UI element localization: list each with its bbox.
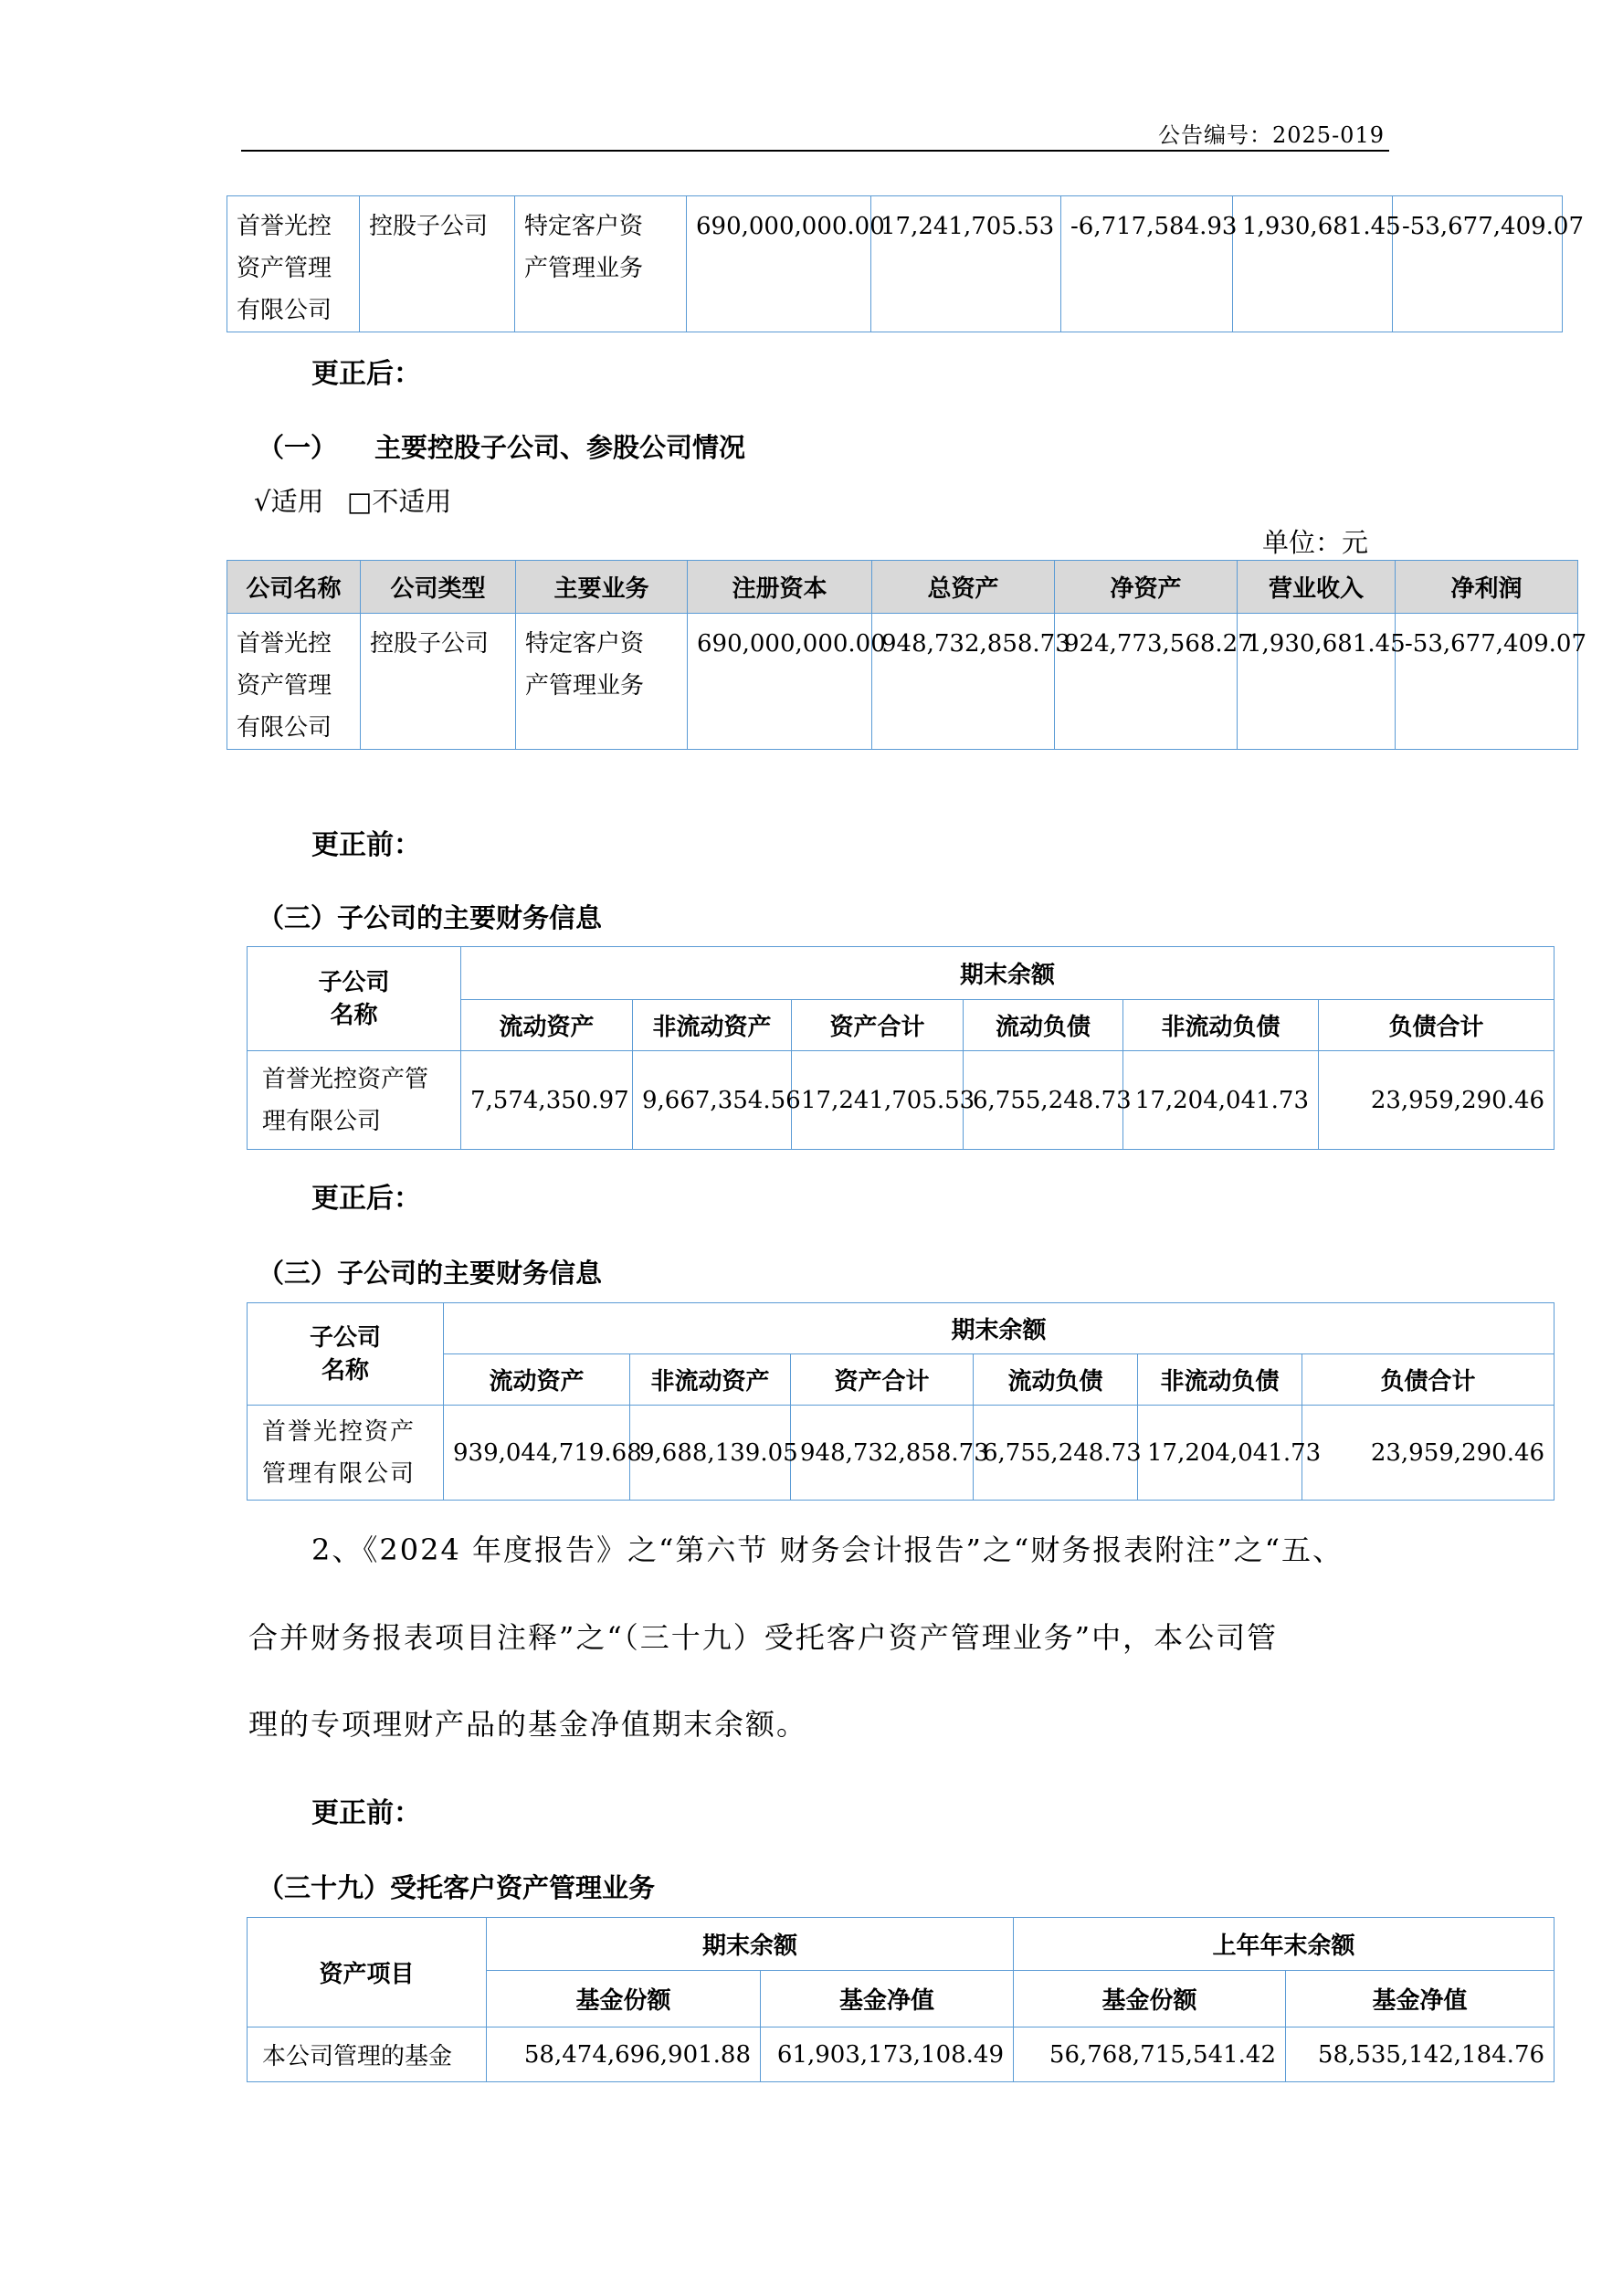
table-header-row (248, 1354, 1554, 1406)
column-header: 资产合计 (791, 1354, 974, 1406)
net-assets-cell: 924,773,568.27 (1055, 614, 1238, 750)
column-header: 公司类型 (361, 561, 516, 614)
table-row (248, 2027, 1554, 2082)
table-row (248, 1051, 1554, 1150)
value-cell: 939,044,719.68 (444, 1406, 630, 1501)
value-cell: 23,959,290.46 (1302, 1406, 1554, 1501)
subsidiary-name-cell: 首誉光控资产管 理有限公司 (248, 1051, 461, 1150)
column-header: 基金净值 (1286, 1971, 1554, 2027)
value-cell: 56,768,715,541.42 (1014, 2027, 1286, 2082)
column-header: 非流动负债 (1138, 1354, 1302, 1406)
value-cell: 58,474,696,901.88 (487, 2027, 761, 2082)
column-header: 流动资产 (461, 1000, 633, 1051)
subsidiary-table-before (227, 195, 1584, 332)
column-header: 负债合计 (1319, 1000, 1554, 1051)
paragraph-line: 理的专项理财产品的基金净值期末余额。 (248, 1707, 808, 1742)
after-label-1: 更正后： (311, 358, 421, 390)
subsidiary-financials-after (247, 1302, 1554, 1501)
table-header-row (248, 1303, 1554, 1354)
paragraph-line: 合并财务报表项目注释”之“（三十九）受托客户资产管理业务”中，本公司管 (248, 1620, 1279, 1655)
value-cell: 17,204,041.73 (1123, 1051, 1319, 1150)
subsidiary-name-cell: 首誉光控资产 管理有限公司 (248, 1406, 444, 1501)
period-end-balance-header: 期末余额 (444, 1303, 1554, 1354)
column-header: 公司名称 (227, 561, 361, 614)
value-cell: 9,688,139.05 (630, 1406, 791, 1501)
column-header: 净资产 (1055, 561, 1238, 614)
before-label-3: 更正前： (311, 1797, 421, 1829)
subsidiary-financials-before (247, 946, 1554, 1150)
company-name-cell: 首誉光控 资产管理 有限公司 (227, 614, 361, 750)
value-cell: 17,204,041.73 (1138, 1406, 1302, 1501)
unit-label: 单位：元 (1262, 527, 1369, 558)
column-header: 非流动资产 (633, 1000, 792, 1051)
column-header: 非流动资产 (630, 1354, 791, 1406)
table-header-row (248, 1918, 1554, 1971)
value-cell: 9,667,354.56 (633, 1051, 792, 1150)
column-header: 主要业务 (516, 561, 688, 614)
column-header: 净利润 (1396, 561, 1578, 614)
entrusted-assets-table (247, 1917, 1554, 2082)
column-header: 流动负债 (964, 1000, 1123, 1051)
value-cell: 948,732,858.73 (791, 1406, 974, 1501)
period-end-header: 期末余额 (487, 1918, 1014, 1971)
subsidiary-name-header: 子公司 名称 (248, 1303, 444, 1406)
capital-cell: 690,000,000.00 (688, 614, 872, 750)
column-header: 总资产 (872, 561, 1055, 614)
business-cell: 特定客户资 产管理业务 (516, 614, 688, 750)
column-header: 基金份额 (1014, 1971, 1286, 2027)
after-label-2: 更正后： (311, 1183, 421, 1215)
table-header-row (248, 947, 1554, 1000)
financial-info-title: （三）子公司的主要财务信息 (258, 1258, 603, 1289)
financial-info-title: （三）子公司的主要财务信息 (258, 902, 603, 933)
column-header: 流动负债 (974, 1354, 1138, 1406)
column-header: 营业收入 (1238, 561, 1396, 614)
total-assets-cell: 948,732,858.73 (872, 614, 1055, 750)
asset-item-header: 资产项目 (248, 1918, 487, 2027)
header-divider (241, 150, 1389, 152)
subsidiary-name-header: 子公司 名称 (248, 947, 461, 1051)
value-cell: 23,959,290.46 (1319, 1051, 1554, 1150)
period-end-balance-header: 期末余额 (461, 947, 1554, 1000)
company-type-cell: 控股子公司 (361, 614, 516, 750)
column-header: 流动资产 (444, 1354, 630, 1406)
asset-item-cell: 本公司管理的基金 (248, 2027, 487, 2082)
net-profit-cell: -53,677,409.07 (1396, 614, 1578, 750)
value-cell: 58,535,142,184.76 (1286, 2027, 1554, 2082)
company-type-cell: 控股子公司 (360, 196, 515, 332)
prior-year-end-header: 上年年末余额 (1014, 1918, 1554, 1971)
table-header-row (227, 561, 1578, 614)
table-row (227, 614, 1578, 750)
column-header: 资产合计 (792, 1000, 964, 1051)
applicable-checkbox: √适用 (254, 486, 324, 517)
column-header: 非流动负债 (1123, 1000, 1319, 1051)
value-cell: 6,755,248.73 (964, 1051, 1123, 1150)
section-title: 主要控股子公司、参股公司情况 (374, 432, 746, 463)
subsidiary-table-after (227, 560, 1586, 750)
column-header: 负债合计 (1302, 1354, 1554, 1406)
table-row (248, 1406, 1554, 1501)
section-number: （一） (258, 432, 338, 463)
not-applicable-checkbox: □不适用 (347, 486, 452, 517)
business-cell: 特定客户资 产管理业务 (515, 196, 687, 332)
before-label-2: 更正前： (311, 829, 421, 861)
table-row (227, 196, 1563, 332)
announcement-number: 公告编号：2025-019 (1158, 122, 1385, 148)
column-header: 基金净值 (761, 1971, 1014, 2027)
value-cell: 7,574,350.97 (461, 1051, 633, 1150)
revenue-cell: 1,930,681.45 (1238, 614, 1396, 750)
revenue-cell: 1,930,681.45 (1233, 196, 1393, 332)
column-header: 基金份额 (487, 1971, 761, 2027)
value-cell: 61,903,173,108.49 (761, 2027, 1014, 2082)
paragraph-line: 2、《2024 年度报告》之“第六节 财务会计报告”之“财务报表附注”之“五、 (311, 1532, 1344, 1567)
value-cell: 6,755,248.73 (974, 1406, 1138, 1501)
total-assets-cell: 17,241,705.53 (871, 196, 1061, 332)
entrusted-assets-title: （三十九）受托客户资产管理业务 (258, 1872, 656, 1903)
capital-cell: 690,000,000.00 (687, 196, 871, 332)
net-profit-cell: -53,677,409.07 (1393, 196, 1563, 332)
column-header: 注册资本 (688, 561, 872, 614)
value-cell: 17,241,705.53 (792, 1051, 964, 1150)
net-assets-cell: -6,717,584.93 (1061, 196, 1233, 332)
company-name-cell: 首誉光控 资产管理 有限公司 (227, 196, 360, 332)
